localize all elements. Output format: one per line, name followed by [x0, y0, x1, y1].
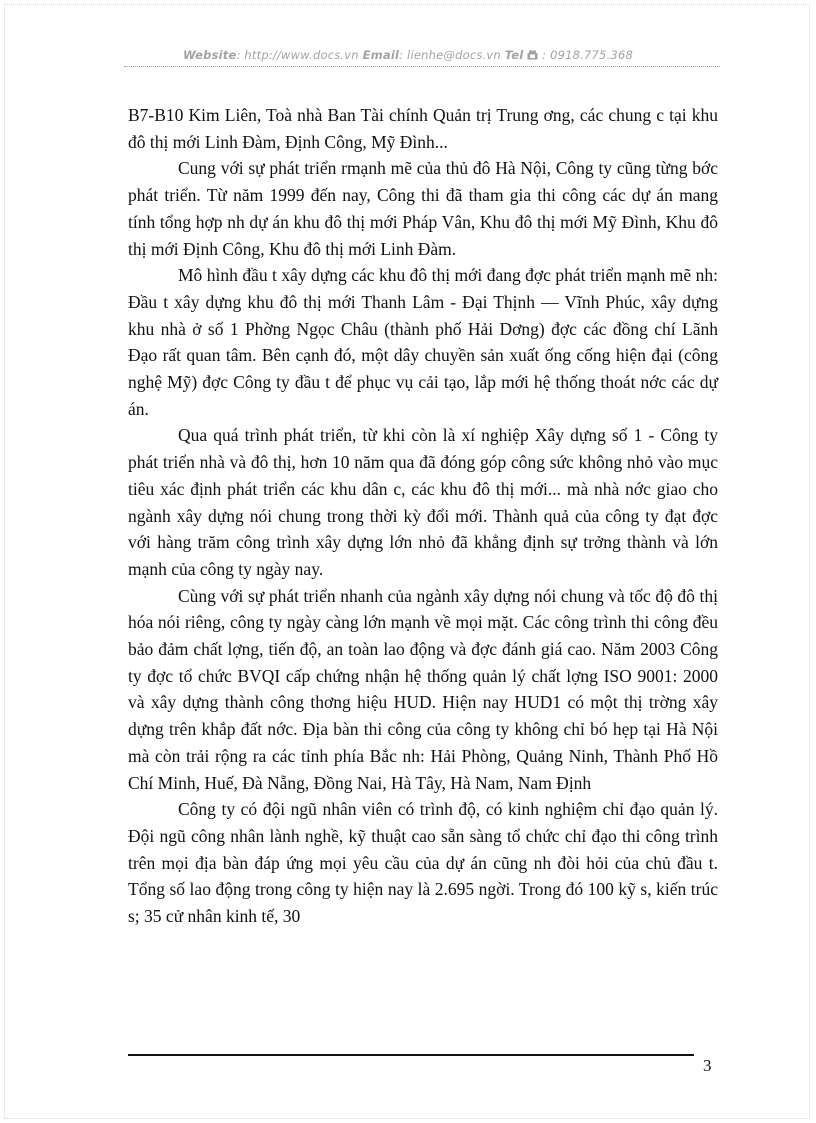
email-address[interactable]: : lienhe@docs.vn — [399, 48, 501, 62]
header-divider — [124, 66, 720, 67]
tel-label: Tel — [504, 48, 524, 62]
paragraph: Cùng với sự phát triển nhanh của ngành xây dựng nói chung và tốc độ đô thị hóa nói riêng, công ty ngày càng lớn mạnh về mọi mặt. Các công trình thi công đều bảo đảm chất lợng, tiến độ, an toàn lao động và đợc đánh giá cao. Năm 2003 Công ty đợc tổ chức BVQI cấp chứng nhận hệ thống quản lý chất lợng ISO 9001: 2000 và xây dựng thành công thơng hiệu HUD. Hiện nay HUD1 có một thị trờng xây dựng trên khắp đất nớc. Địa bàn thi công của công ty không chỉ bó hẹp tại Hà Nội mà còn trải rộng ra các tỉnh phía Bắc nh: Hải Phòng, Quảng Ninh, Thành Phố Hồ Chí Minh, Huế, Đà Nẵng, Đồng Nai, Hà Tây, Hà Nam, Nam Định — [128, 585, 718, 793]
website-label: Website — [183, 48, 237, 62]
page-header — [0, 48, 816, 62]
paragraph: Mô hình đầu t xây dựng các khu đô thị mới đang đợc phát triển mạnh mẽ nh: Đầu t xây dựng khu đô thị mới Thanh Lâm - Đại Thịnh — Vĩnh Phúc, xây dựng khu nhà ở số 1 Phờng Ngọc Châu (thành phố Hải Dơng) đợc các đồng chí Lãnh Đạo rất quan tâm. Bên cạnh đó, một dây chuyền sản xuất ống cống hiện đại (công nghệ Mỹ) đợc Công ty đầu t để phục vụ cải tạo, lắp mới hệ thống thoát nớc các dự án. — [128, 265, 718, 419]
phone-icon — [527, 48, 542, 62]
paragraph: Cung với sự phát triển rmạnh mẽ của thủ đô Hà Nội, Công ty cũng từng bớc phát triển. Từ năm 1999 đến nay, Công thi đã tham gia thi công các dự án mang tính tổng hợp nh dự án khu đô thị mới Pháp Vân, Khu đô thị mới Mỹ Đình, Khu đô thị mới Định Công, Khu đô thị mới Linh Đàm. — [128, 158, 718, 259]
footer-divider — [128, 1054, 694, 1056]
email-label: Email — [362, 48, 400, 62]
tel-number: : 0918.775.368 — [542, 48, 633, 62]
page-number: 3 — [703, 1056, 712, 1075]
website-url[interactable]: : http://www.docs.vn — [236, 48, 359, 62]
paragraph: B7-B10 Kim Liên, Toà nhà Ban Tài chính Quản trị Trung ơng, các chung c tại khu đô thị mới Linh Đàm, Định Công, Mỹ Đình... — [128, 105, 718, 152]
document-body — [128, 102, 718, 930]
paragraph: Công ty có đội ngũ nhân viên có trình độ, có kinh nghiệm chỉ đạo quản lý. Đội ngũ công nhân lành nghề, kỹ thuật cao sẵn sàng tổ chức chỉ đạo thi công trình trên mọi địa bàn đáp ứng mọi yêu cầu của dự án cũng nh đòi hỏi của chủ đầu t. Tổng số lao động trong công ty hiện nay là 2.695 ngời. Trong đó 100 kỹ s, kiến trúc s; 35 cử nhân kinh tế, 30 — [128, 799, 718, 927]
paragraph: Qua quá trình phát triển, từ khi còn là xí nghiệp Xây dựng số 1 - Công ty phát triển nhà và đô thị, hơn 10 năm qua đã đóng góp công sức không nhỏ vào mục tiêu xác định phát triển các khu dân c, các khu đô thị mới... mà nhà nớc giao cho ngành xây dựng nói chung trong thời kỳ đổi mới. Thành quả của công ty đạt đợc với hàng trăm công trình xây dựng lớn nhỏ đã khẳng định sự trởng thành và lớn mạnh của công ty ngày nay. — [128, 425, 718, 579]
